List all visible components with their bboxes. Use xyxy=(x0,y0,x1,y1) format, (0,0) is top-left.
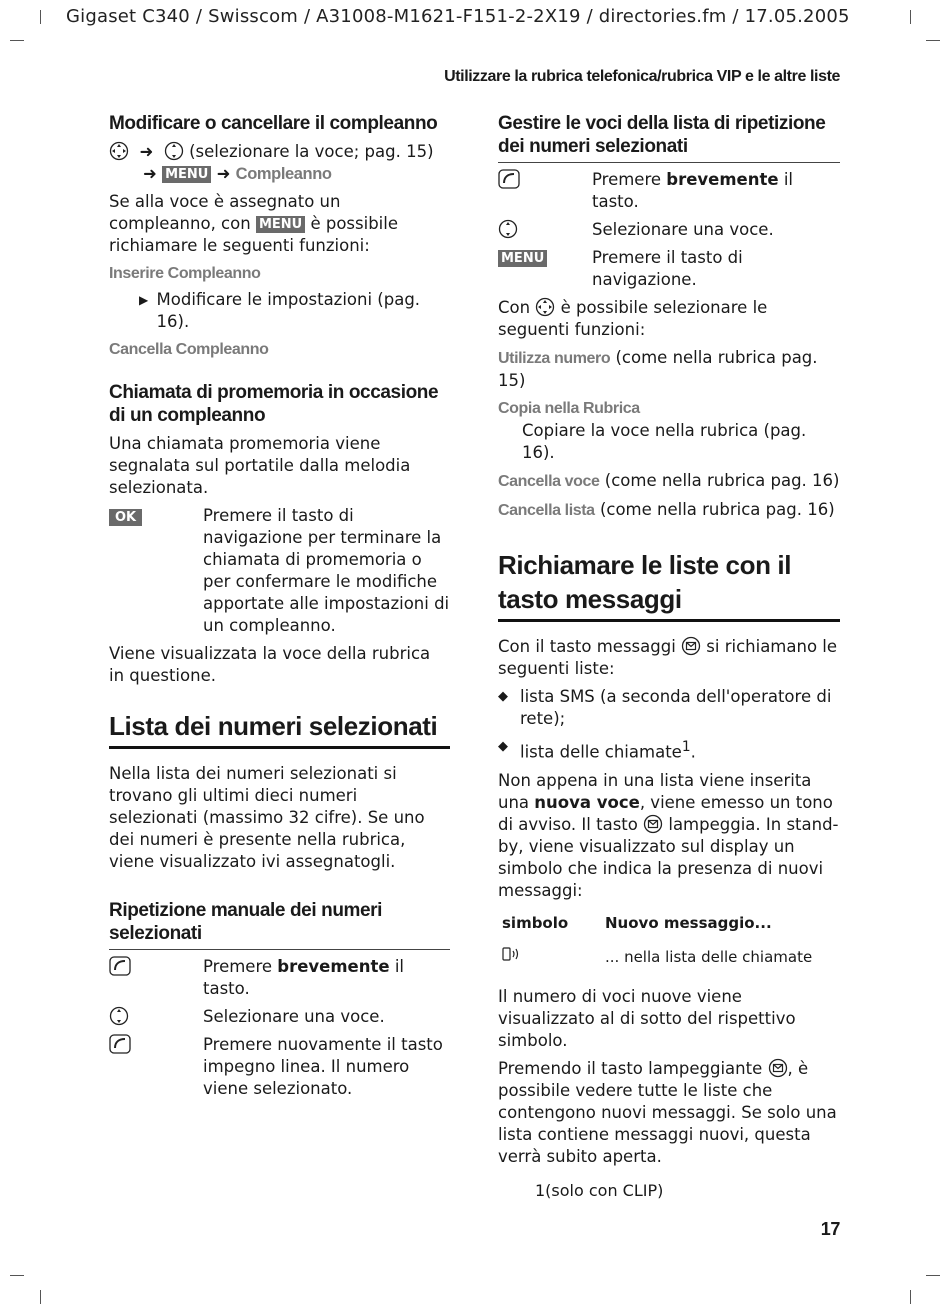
paragraph-text: Con il tasto messaggi xyxy=(498,637,676,656)
key-row xyxy=(109,1034,450,1100)
option-entry xyxy=(498,470,840,493)
option-label: Utilizza numero xyxy=(498,350,611,367)
key-desc: Premere xyxy=(592,170,662,189)
list-item-text: lista SMS (a seconda dell'operatore di rete); xyxy=(520,687,832,728)
nav-line-text: (selezionare la voce; pag. 15) xyxy=(189,142,434,161)
menu-item: Compleanno xyxy=(235,165,332,183)
key-desc-bold: brevemente xyxy=(666,170,779,189)
list-item-text: lista delle chiamate xyxy=(520,742,682,762)
paragraph xyxy=(498,297,840,341)
option-entry xyxy=(498,499,840,522)
arrow-icon: ➜ xyxy=(143,164,163,183)
key-row xyxy=(498,247,840,291)
table-row xyxy=(498,942,840,976)
missed-call-icon xyxy=(502,946,524,962)
navigation-key-icon xyxy=(109,1006,129,1026)
footnote-ref: 1 xyxy=(681,739,691,755)
file-header: Gigaset C340 / Swisscom / A31008-M1621-F151-2-2X19 / directories.fm / 17.05.2005 xyxy=(66,6,850,27)
arrow-icon: ➜ xyxy=(216,164,236,183)
option-desc: (come nella rubrica pag. 16) xyxy=(604,471,840,490)
paragraph-text: Se alla voce è assegnato un compleanno, con xyxy=(109,192,341,233)
page-number: 17 xyxy=(820,1219,840,1239)
menu-key: MENU xyxy=(162,166,211,183)
paragraph xyxy=(498,1058,840,1168)
footnote: 1(solo con CLIP) xyxy=(535,1181,664,1200)
crop-mark xyxy=(910,10,911,24)
triangle-bullet-icon: ▶ xyxy=(139,293,149,307)
crop-mark xyxy=(10,40,24,41)
chapter-title: Lista dei numeri selezionati xyxy=(109,709,450,749)
key-desc: il tasto. xyxy=(203,957,404,998)
table-cell: ... nella lista delle chiamate xyxy=(605,947,813,966)
crop-mark xyxy=(926,40,940,41)
crop-mark xyxy=(926,1275,940,1276)
table-header: simbolo xyxy=(502,913,569,932)
paragraph-text: , viene emesso un tono di avviso. Il tasto xyxy=(498,792,833,834)
key-desc: Premere nuovamente il tasto impegno linea. Il numero viene selezionato. xyxy=(203,1035,443,1098)
paragraph: Il numero di voci nuove viene visualizzato al di sotto del rispettivo simbolo. xyxy=(498,986,796,1050)
paragraph xyxy=(109,191,450,257)
key-row xyxy=(498,219,840,241)
paragraph-text: è possibile selezionare le seguenti funzioni: xyxy=(498,298,768,339)
list-item xyxy=(498,686,840,730)
section-title: Chiamata di promemoria in occasione di un compleanno xyxy=(109,382,439,426)
talk-key-icon xyxy=(498,169,520,189)
navigation-key-icon xyxy=(498,219,518,239)
key-desc-bold: brevemente xyxy=(277,957,390,976)
left-column xyxy=(109,112,450,1106)
key-desc: Premere il tasto di navigazione. xyxy=(592,248,743,289)
paragraph-bold: nuova voce xyxy=(534,792,640,812)
arrow-icon: ➜ xyxy=(134,142,159,161)
symbol-table xyxy=(498,908,840,976)
chapter-title: Richiamare le liste con il tasto messaggi xyxy=(498,548,840,622)
navigation-key-icon xyxy=(535,297,555,317)
key-desc: il tasto. xyxy=(592,170,793,211)
message-key-icon xyxy=(768,1058,788,1078)
section-title: Modificare o cancellare il compleanno xyxy=(109,113,438,134)
option-label: Inserire Compleanno xyxy=(109,265,261,282)
menu-key: MENU xyxy=(256,216,305,233)
paragraph-text: Premendo il tasto lampeggiante xyxy=(498,1058,763,1078)
option-desc xyxy=(109,289,450,333)
ok-key: OK xyxy=(109,509,142,526)
option-label: Cancella voce xyxy=(498,473,600,490)
talk-key-icon xyxy=(109,1034,131,1054)
message-key-icon xyxy=(643,814,663,834)
key-row xyxy=(109,1006,450,1028)
paragraph: Una chiamata promemoria viene segnalata sul portatile dalla melodia selezionata. xyxy=(109,434,411,497)
key-row xyxy=(109,505,450,637)
diamond-bullet-icon: ◆ xyxy=(498,739,508,754)
crop-mark xyxy=(40,1290,41,1304)
paragraph xyxy=(498,636,840,680)
section-title: Ripetizione manuale dei numeri selezionati xyxy=(109,899,450,950)
diamond-bullet-icon: ◆ xyxy=(498,689,508,704)
key-desc: Selezionare una voce. xyxy=(203,1007,385,1026)
option-desc: (come nella rubrica pag. 16) xyxy=(599,500,835,519)
navigation-key-icon xyxy=(164,141,184,161)
nav-line xyxy=(109,141,450,163)
paragraph xyxy=(498,770,840,902)
table-header: Nuovo messaggio... xyxy=(605,913,772,932)
option-label: Copia nella Rubrica xyxy=(498,400,640,417)
paragraph-text: , è possibile vedere tutte le liste che contengono nuovi messaggi. Se solo una lista contiene messaggi nuovi, questa verrà subito aperta. xyxy=(498,1058,837,1166)
crop-mark xyxy=(10,1275,24,1276)
paragraph-text: si richiamano le seguenti liste: xyxy=(498,637,838,678)
running-title: Utilizzare la rubrica telefonica/rubrica VIP e le altre liste xyxy=(444,68,840,85)
option-entry xyxy=(498,347,840,392)
crop-mark xyxy=(40,10,41,24)
key-desc: Premere il tasto di navigazione per terminare la chiamata di promemoria o per confermare le modifiche apportate alle impostazioni di un compleanno. xyxy=(203,506,450,635)
menu-key: MENU xyxy=(498,250,547,267)
list-item: ◆ lista delle chiamate$^1$. xyxy=(498,736,840,764)
key-row xyxy=(498,169,840,213)
message-key-icon xyxy=(681,636,701,656)
talk-key-icon xyxy=(109,956,131,976)
paragraph: Nella lista dei numeri selezionati si trovano gli ultimi dieci numeri selezionati (massimo 32 cifre). Se uno dei numeri è presente nella rubrica, viene visualizzato ivi assegnatogli. xyxy=(109,764,425,871)
right-column xyxy=(498,112,840,1174)
section-title: Gestire le voci della lista di ripetizione dei numeri selezionati xyxy=(498,112,840,163)
option-desc: Copiare la voce nella rubrica (pag. 16). xyxy=(522,421,807,462)
key-desc: Selezionare una voce. xyxy=(592,220,774,239)
paragraph: Viene visualizzata la voce della rubrica in questione. xyxy=(109,644,431,685)
option-desc-text: Modificare le impostazioni (pag. 16). xyxy=(156,290,421,331)
menu-line xyxy=(109,163,450,185)
key-desc: Premere xyxy=(203,957,273,976)
option-label: Cancella Compleanno xyxy=(109,341,269,358)
paragraph-text: Con xyxy=(498,298,531,317)
paragraph-text: è possibile richiamare le seguenti funzioni: xyxy=(109,214,398,255)
paragraph-text: Non appena in una lista viene inserita una xyxy=(498,770,812,812)
paragraph-text: lampeggia. In stand-by, viene visualizzato sul display un simbolo che indica la presenza di nuovi messaggi: xyxy=(498,814,839,900)
option-label: Cancella lista xyxy=(498,502,595,519)
navigation-key-icon xyxy=(109,141,129,161)
key-row xyxy=(109,956,450,1000)
option-entry xyxy=(498,398,840,464)
option-desc: (come nella rubrica pag. 15) xyxy=(498,348,818,390)
crop-mark xyxy=(910,1290,911,1304)
